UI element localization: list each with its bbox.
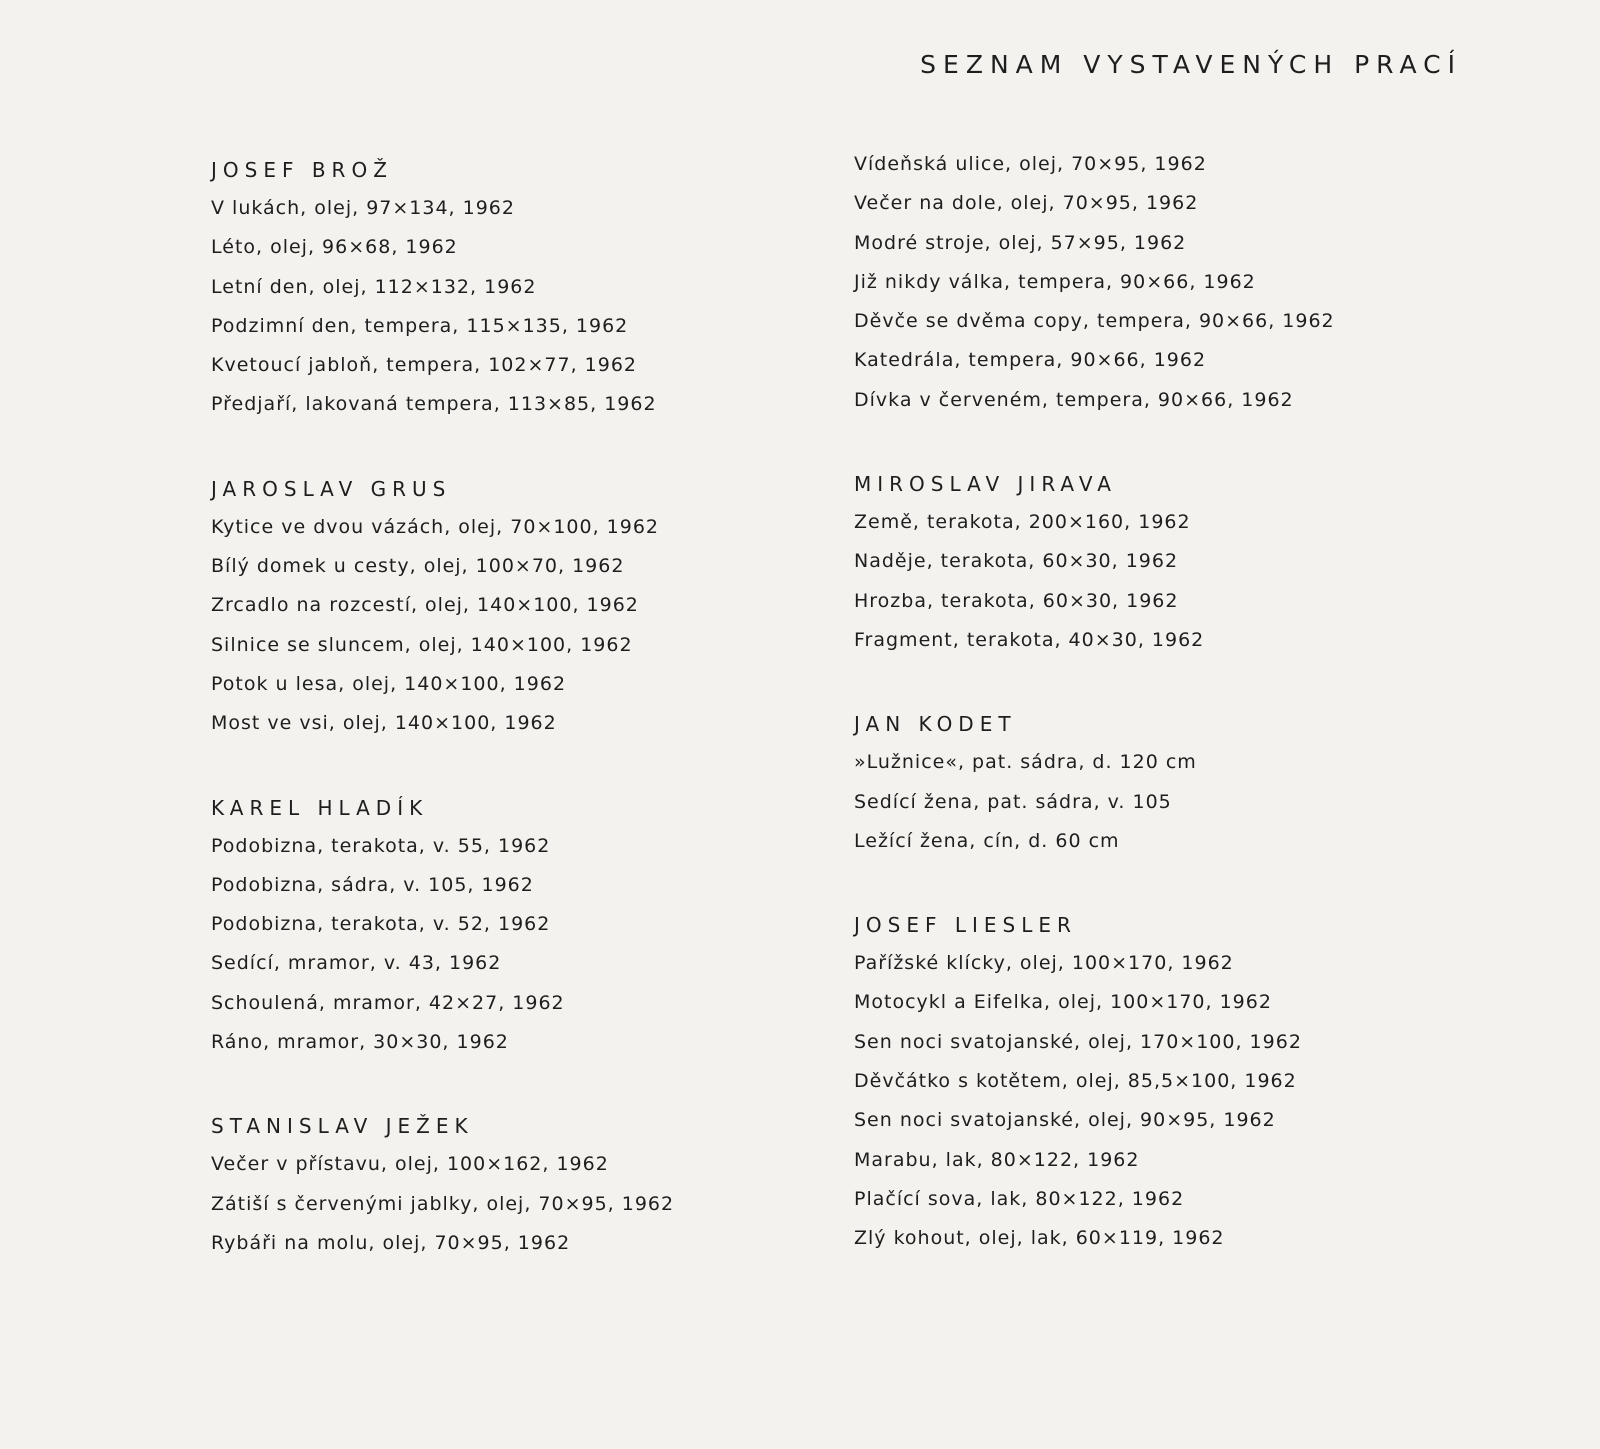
artist-name: JAROSLAV GRUS: [211, 476, 452, 501]
work-item: V lukách, olej, 97×134, 1962: [211, 197, 515, 219]
works-list: [854, 152, 1494, 427]
work-item: Silnice se sluncem, olej, 140×100, 1962: [211, 633, 633, 656]
work-item: Ráno, mramor, 30×30, 1962: [211, 1031, 509, 1054]
work-item: Marabu, lak, 80×122, 1962: [854, 1148, 1140, 1171]
works-list: [211, 834, 851, 1070]
work-item: Sen noci svatojanské, olej, 90×95, 1962: [854, 1109, 1276, 1132]
work-item: Ležící žena, cín, d. 60 cm: [854, 829, 1120, 852]
work-item: Rybáři na molu, olej, 70×95, 1962: [211, 1231, 571, 1254]
work-item: Zátiší s červenými jablky, olej, 70×95, 1962: [211, 1192, 675, 1215]
work-item: Již nikdy válka, tempera, 90×66, 1962: [854, 270, 1256, 293]
artist-section: [854, 152, 1494, 427]
work-item: Děvče se dvěma copy, tempera, 90×66, 1962: [854, 310, 1335, 333]
work-item: Naděje, terakota, 60×30, 1962: [854, 550, 1179, 573]
work-item: Pařížské klícky, olej, 100×170, 1962: [854, 952, 1234, 975]
work-item: Zlý kohout, olej, lak, 60×119, 1962: [854, 1227, 1225, 1250]
artist-section: [211, 475, 851, 751]
work-item: Sen noci svatojanské, olej, 170×100, 1962: [854, 1030, 1302, 1053]
work-item: Večer na dole, olej, 70×95, 1962: [854, 192, 1199, 215]
works-list: [211, 196, 851, 432]
work-item: Fragment, terakota, 40×30, 1962: [854, 628, 1205, 651]
work-item: Modré stroje, olej, 57×95, 1962: [854, 231, 1187, 254]
work-item: Země, terakota, 200×160, 1962: [854, 511, 1191, 534]
work-item: Sedící, mramor, v. 43, 1962: [211, 952, 502, 975]
artist-name: JOSEF LIESLER: [854, 913, 1077, 938]
work-item: Léto, olej, 96×68, 1962: [211, 236, 458, 259]
artist-name: MIROSLAV JIRAVA: [854, 472, 1117, 497]
work-item: Kytice ve dvou vázách, olej, 70×100, 1962: [211, 515, 660, 538]
work-item: Motocykl a Eifelka, olej, 100×170, 1962: [854, 991, 1272, 1014]
work-item: Děvčátko s kotětem, olej, 85,5×100, 1962: [854, 1070, 1297, 1093]
work-item: Předjaří, lakovaná tempera, 113×85, 1962: [211, 393, 657, 416]
work-item: Podzimní den, tempera, 115×135, 1962: [211, 314, 629, 337]
work-item: Hrozba, terakota, 60×30, 1962: [854, 589, 1179, 612]
work-item: Potok u lesa, olej, 140×100, 1962: [211, 672, 567, 695]
artist-name: JOSEF BROŽ: [211, 158, 393, 182]
work-item: Zrcadlo na rozcestí, olej, 140×100, 1962: [211, 594, 639, 617]
artist-section: [211, 156, 851, 432]
works-list: [211, 515, 851, 751]
work-item: Podobizna, sádra, v. 105, 1962: [211, 873, 534, 896]
works-list: [211, 1152, 851, 1270]
work-item: Podobizna, terakota, v. 52, 1962: [211, 913, 551, 936]
works-list: [854, 951, 1494, 1265]
work-item: Katedrála, tempera, 90×66, 1962: [854, 349, 1207, 372]
artist-name: JAN KODET: [854, 712, 1017, 737]
work-item: Vídeňská ulice, olej, 70×95, 1962: [854, 153, 1207, 175]
work-item: Kvetoucí jabloň, tempera, 102×77, 1962: [211, 354, 638, 377]
page-title: SEZNAM VYSTAVENÝCH PRACÍ: [920, 50, 1462, 79]
works-list: [854, 510, 1494, 667]
work-item: Sedící žena, pat. sádra, v. 105: [854, 790, 1172, 813]
artist-name: KAREL HLADÍK: [211, 795, 429, 820]
artist-section: [854, 710, 1494, 868]
work-item: Večer v přístavu, olej, 100×162, 1962: [211, 1153, 609, 1176]
work-item: Most ve vsi, olej, 140×100, 1962: [211, 712, 557, 735]
work-item: Podobizna, terakota, v. 55, 1962: [211, 834, 551, 857]
work-item: Letní den, olej, 112×132, 1962: [211, 275, 537, 298]
artist-section: [854, 470, 1494, 667]
work-item: Schoulená, mramor, 42×27, 1962: [211, 991, 565, 1014]
right-column: [854, 152, 1494, 1266]
work-item: Plačící sova, lak, 80×122, 1962: [854, 1187, 1185, 1210]
artist-name: STANISLAV JEŽEK: [211, 1114, 474, 1139]
work-item: »Lužnice«, pat. sádra, d. 120 cm: [854, 751, 1197, 774]
works-list: [854, 750, 1494, 868]
left-column: [211, 156, 851, 1270]
work-item: Bílý domek u cesty, olej, 100×70, 1962: [211, 555, 625, 578]
work-item: Dívka v červeném, tempera, 90×66, 1962: [854, 388, 1294, 411]
artist-section: [854, 911, 1494, 1265]
artist-section: [211, 1112, 851, 1270]
artist-section: [211, 794, 851, 1070]
